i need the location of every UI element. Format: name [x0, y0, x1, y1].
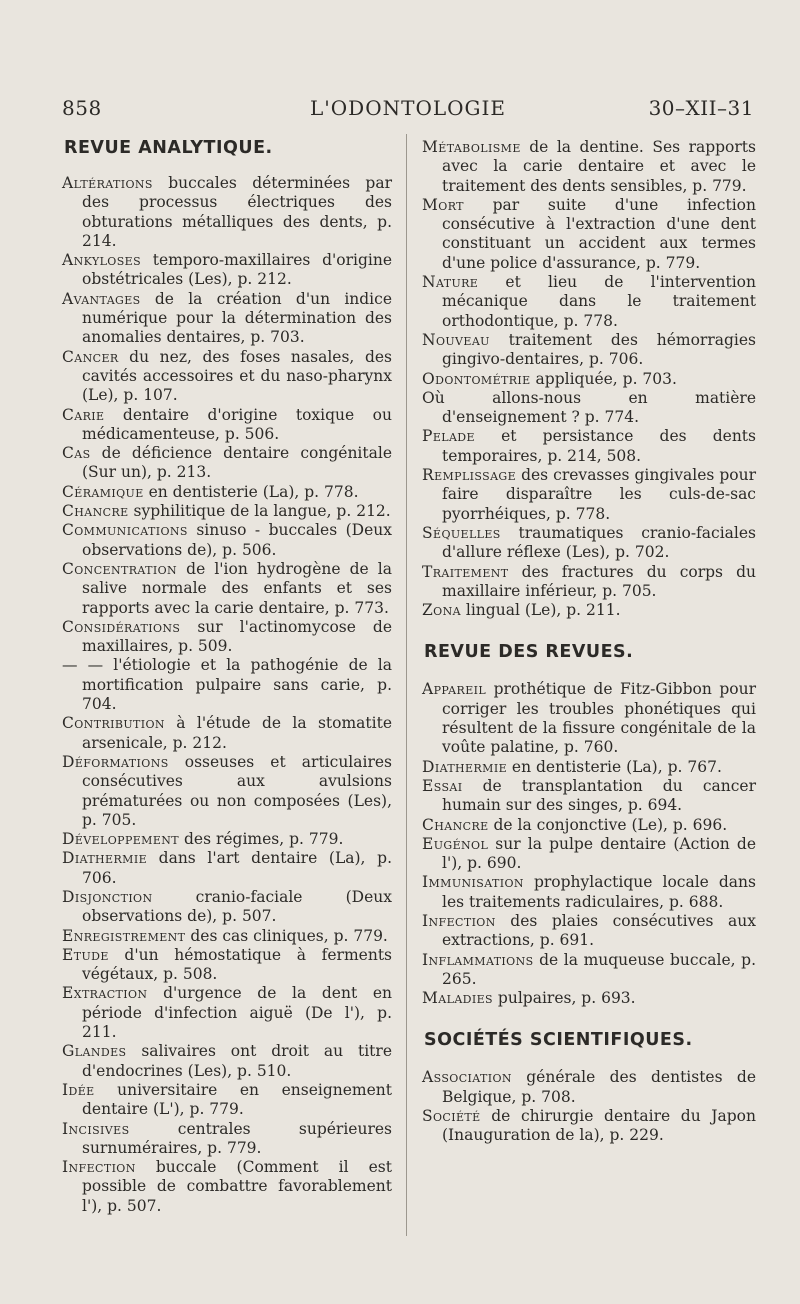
entry-keyword: Incisives	[62, 1119, 130, 1138]
entry-text: du nez, des foses nasales, des cavités accessoires et du naso-pharynx (Le), p. 107.	[82, 347, 392, 405]
index-entry	[62, 251, 392, 290]
entry-keyword: Contribution	[62, 714, 165, 733]
entry-text: dentaire d'origine toxique ou médicamenteuse, p. 506.	[82, 405, 392, 443]
entry-keyword: Séquelles	[422, 523, 501, 542]
index-entry	[422, 273, 756, 331]
entry-keyword: Infection	[62, 1158, 136, 1177]
index-entry	[62, 406, 392, 445]
entry-text: traumatiques cranio-faciales d'allure réflexe (Les), p. 702.	[442, 523, 756, 562]
index-entry	[422, 370, 756, 389]
index-entry	[62, 753, 392, 830]
entry-text: de la muqueuse buccale, p. 265.	[442, 950, 756, 988]
entry-text: d'un hémostatique à ferments végétaux, p. 508.	[82, 945, 392, 984]
entry-text: Où allons-nous en matière d'enseignement ? p. 774.	[422, 388, 756, 427]
entry-keyword: Remplissage	[422, 466, 517, 485]
entry-text: appliquée, p. 703.	[530, 369, 677, 388]
entry-text: traitement des hémorragies gingivo-dentaires, p. 706.	[442, 330, 756, 369]
entry-keyword: Diathermie	[422, 757, 507, 776]
entry-keyword: Zona	[422, 601, 461, 620]
entry-keyword: Nature	[422, 273, 479, 292]
entry-text: et persistance des dents temporaires, p. 214, 508.	[442, 427, 756, 465]
entry-text: buccale (Comment il est possible de combattre favorablement l'), p. 507.	[82, 1158, 392, 1215]
entry-text: sur l'actinomycose de maxillaires, p. 509.	[82, 617, 392, 656]
index-entry	[422, 989, 756, 1008]
section-title: REVUE ANALYTIQUE.	[64, 138, 273, 158]
entry-text: prophylactique locale dans les traitements radiculaires, p. 688.	[442, 873, 756, 911]
entry-keyword: Odontométrie	[422, 369, 531, 388]
index-entry	[422, 758, 756, 777]
index-entry	[62, 927, 392, 946]
entry-keyword: Disjonction	[62, 887, 153, 906]
index-entry	[62, 1158, 392, 1216]
entry-keyword: Immunisation	[422, 873, 524, 892]
entry-text: de chirurgie dentaire du Japon (Inauguration de la), p. 229.	[442, 1107, 756, 1145]
entry-text: en dentisterie (La), p. 778.	[143, 482, 359, 501]
entry-keyword: Concentration	[62, 559, 178, 578]
entry-text: — — l'étiologie et la pathogénie de la mortification pulpaire sans carie, p. 704.	[62, 656, 392, 714]
entry-text: cranio-faciale (Deux observations de), p. 507.	[82, 887, 392, 926]
section-title: REVUE DES REVUES.	[424, 642, 634, 663]
entry-text: et lieu de l'intervention mécanique dans le traitement orthodontique, p. 778.	[442, 273, 756, 330]
index-entry	[422, 196, 756, 273]
entry-keyword: Extraction	[62, 984, 148, 1003]
index-entry	[62, 656, 392, 714]
index-entry	[422, 680, 756, 757]
right-column	[422, 138, 756, 1146]
index-entry	[422, 524, 756, 563]
entry-keyword: Eugénol	[422, 834, 489, 853]
entry-text: de l'ion hydrogène de la salive normale des enfants et ses rapports avec la carie dentaire, p. 773.	[82, 559, 392, 617]
index-entry	[422, 331, 756, 370]
index-entry	[62, 174, 392, 251]
page-number: 858	[62, 96, 102, 120]
index-entry	[422, 466, 756, 524]
index-entry	[422, 563, 756, 602]
index-entry	[62, 483, 392, 502]
index-entry	[62, 714, 392, 753]
entry-keyword: Essai	[422, 776, 463, 795]
left-column	[62, 138, 392, 1216]
entry-keyword: Altérations	[62, 174, 153, 192]
entry-keyword: Appareil	[422, 680, 487, 699]
entry-keyword: Mort	[422, 195, 464, 214]
entry-keyword: Enregistrement	[62, 926, 186, 945]
index-entry	[62, 1120, 392, 1159]
index-entry	[422, 951, 756, 990]
entry-text: temporo-maxillaires d'origine obstétricales (Les), p. 212.	[82, 251, 392, 289]
index-entry	[62, 444, 392, 483]
index-entry	[62, 830, 392, 849]
index-entry	[62, 888, 392, 927]
entry-keyword: Communications	[62, 521, 188, 540]
entry-text: prothétique de Fitz-Gibbon pour corriger les troubles phonétiques qui résultent de la fissure congénitale de la voûte palatine, p. 760.	[442, 680, 756, 757]
index-entry	[62, 1081, 392, 1120]
index-entry	[422, 912, 756, 951]
entry-keyword: Cas	[62, 444, 91, 463]
index-entry	[62, 502, 392, 521]
entry-text: syphilitique de la langue, p. 212.	[128, 502, 391, 521]
entry-text: pulpaires, p. 693.	[493, 989, 636, 1008]
index-entry	[422, 816, 756, 835]
entry-keyword: Inflammations	[422, 950, 534, 969]
entry-keyword: Considérations	[62, 617, 181, 636]
index-entry	[422, 138, 756, 196]
entry-text: par suite d'une infection consécutive à l'extraction d'une dent constituant un accident aux termes d'une police d'assurance, p. 779.	[442, 195, 756, 272]
index-entry	[62, 849, 392, 888]
entry-text: de la dentine. Ses rapports avec la carie dentaire et avec le traitement des dents sensibles, p. 779.	[442, 138, 756, 195]
entry-keyword: Carie	[62, 405, 105, 424]
entry-keyword: Pelade	[422, 427, 475, 446]
index-entry	[62, 290, 392, 348]
entry-text: de transplantation du cancer humain sur des singes, p. 694.	[442, 776, 756, 815]
entry-keyword: Etude	[62, 945, 109, 964]
entry-text: centrales supérieures surnuméraires, p. 779.	[82, 1119, 392, 1157]
entry-text: sur la pulpe dentaire (Action de l'), p. 690.	[442, 834, 756, 873]
running-header	[62, 96, 754, 126]
entry-text: de la création d'un indice numérique pour la détermination des anomalies dentaires, p. 703.	[82, 289, 392, 347]
entry-text: universitaire en enseignement dentaire (L'), p. 779.	[82, 1080, 392, 1119]
entry-keyword: Chancre	[422, 815, 489, 834]
index-entry	[422, 835, 756, 874]
entry-keyword: Développement	[62, 830, 180, 849]
entry-keyword: Cancer	[62, 347, 119, 366]
index-entry	[62, 618, 392, 657]
entry-text: lingual (Le), p. 211.	[460, 601, 621, 620]
entry-keyword: Ankyloses	[62, 251, 142, 270]
entry-text: des fractures du corps du maxillaire inférieur, p. 705.	[442, 562, 756, 600]
index-entry	[62, 984, 392, 1042]
entry-text: dans l'art dentaire (La), p. 706.	[82, 849, 392, 887]
entry-text: d'urgence de la dent en période d'infection aiguë (De l'), p. 211.	[82, 984, 392, 1042]
entry-keyword: Nouveau	[422, 330, 490, 349]
journal-title: L'ODONTOLOGIE	[310, 96, 506, 120]
entry-text: des cas cliniques, p. 779.	[185, 926, 388, 945]
entry-keyword: Maladies	[422, 989, 493, 1008]
index-entry	[422, 1107, 756, 1146]
entry-keyword: Céramique	[62, 482, 144, 501]
index-entry	[422, 777, 756, 816]
entry-text: de la conjonctive (Le), p. 696.	[488, 815, 728, 834]
index-entry	[62, 560, 392, 618]
entry-text: des plaies consécutives aux extractions, p. 691.	[442, 911, 756, 950]
entry-text: à l'étude de la stomatite arsenicale, p. 212.	[82, 714, 392, 752]
index-entry	[422, 873, 756, 912]
column-divider	[406, 134, 407, 1236]
entry-text: en dentisterie (La), p. 767.	[507, 757, 722, 776]
index-entry	[62, 1042, 392, 1081]
entry-text: des crevasses gingivales pour faire disparaître les culs-de-sac pyorrhéiques, p. 778.	[442, 466, 756, 523]
index-entry	[422, 601, 756, 620]
entry-keyword: Glandes	[62, 1042, 127, 1061]
entry-text: des régimes, p. 779.	[179, 830, 344, 849]
entry-keyword: Diathermie	[62, 849, 147, 868]
entry-text: sinuso - buccales (Deux observations de), p. 506.	[82, 521, 392, 559]
entry-keyword: Chancre	[62, 502, 129, 521]
entry-text: générale des dentistes de Belgique, p. 708.	[442, 1068, 756, 1106]
entry-text: de déficience dentaire congénitale (Sur un), p. 213.	[82, 444, 392, 482]
entry-keyword: Avantages	[62, 289, 141, 308]
section-title: SOCIÉTÉS SCIENTIFIQUES.	[424, 1030, 693, 1051]
issue-date: 30–XII–31	[648, 96, 754, 120]
entry-keyword: Métabolisme	[422, 138, 521, 156]
index-entry	[62, 348, 392, 406]
entry-keyword: Association	[422, 1068, 512, 1087]
entry-text: salivaires ont droit au titre d'endocrines (Les), p. 510.	[82, 1042, 392, 1080]
index-entry	[422, 427, 756, 466]
index-entry	[62, 946, 392, 985]
entry-keyword: Idée	[62, 1080, 95, 1099]
index-entry	[422, 389, 756, 428]
index-entry	[62, 521, 392, 560]
entry-keyword: Traitement	[422, 562, 509, 581]
entry-keyword: Infection	[422, 911, 496, 930]
entry-keyword: Déformations	[62, 752, 169, 771]
entry-keyword: Société	[422, 1107, 481, 1126]
entry-text: buccales déterminées par des processus électriques des obturations métalliques des dents, p. 214.	[82, 174, 392, 250]
entry-text: osseuses et articulaires consécutives aux avulsions prématurées ou non composées (Les), p. 705.	[82, 752, 392, 829]
index-entry	[422, 1068, 756, 1107]
